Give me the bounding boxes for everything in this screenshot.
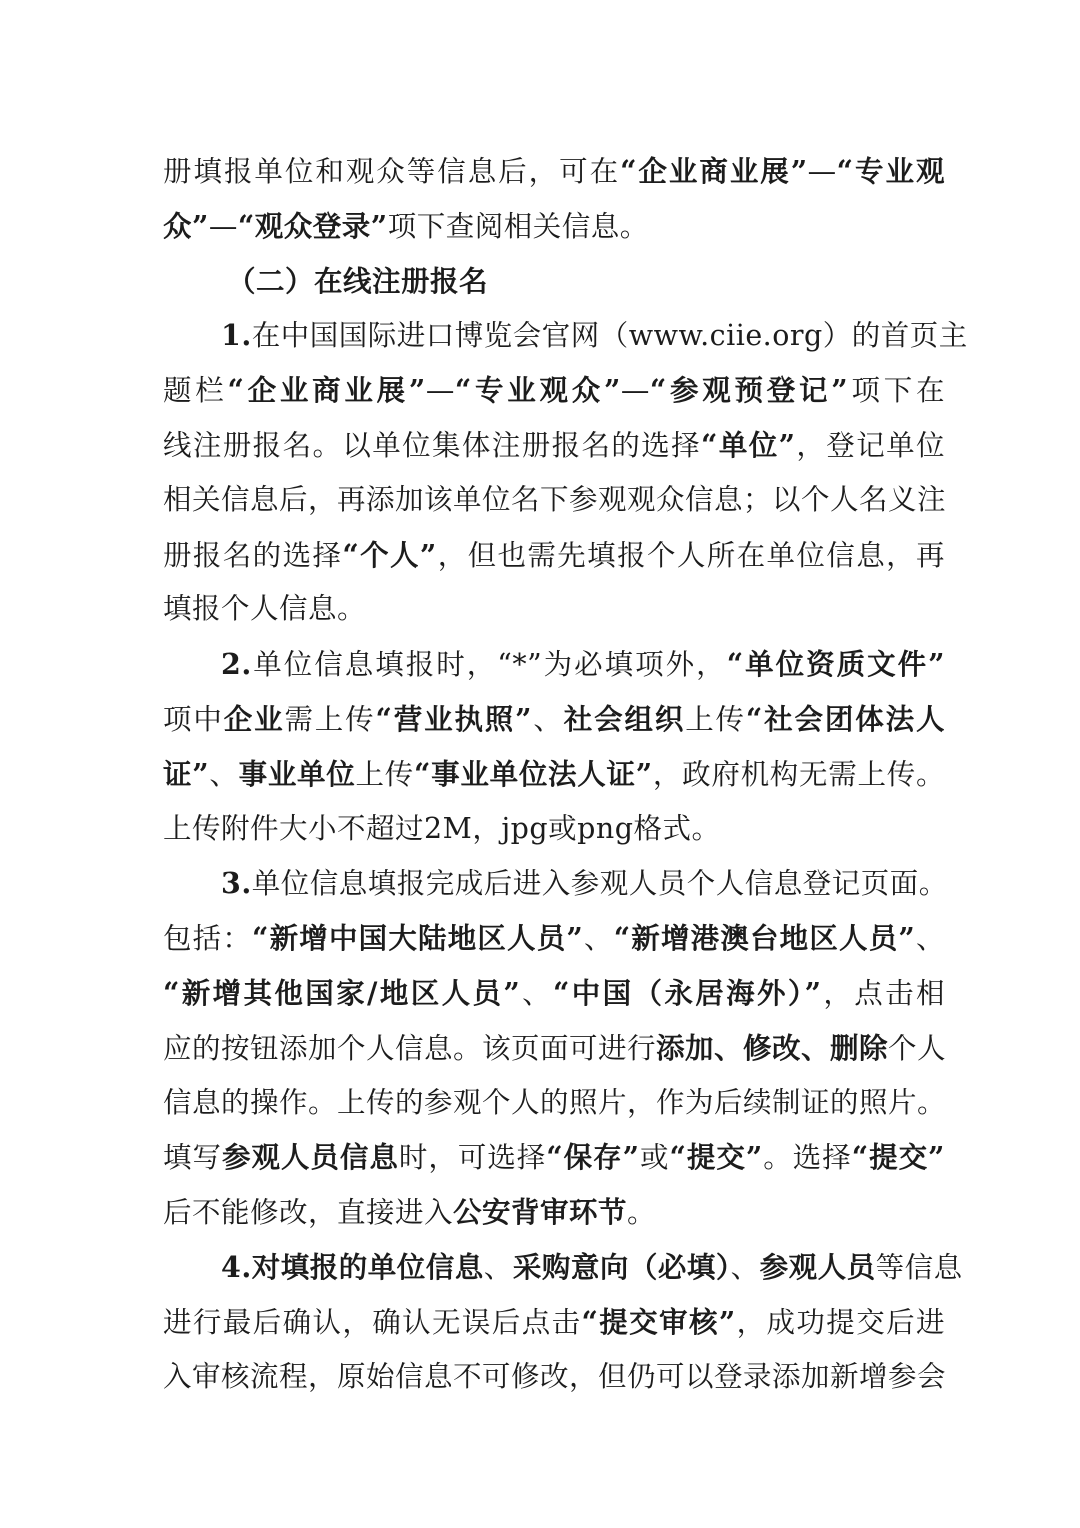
bold-text-segment: “提交” — [669, 1140, 763, 1175]
item-4-line-1 — [163, 1240, 963, 1295]
item-3-line-1 — [163, 856, 948, 911]
bold-text-segment: 2. — [221, 647, 252, 682]
bold-text-segment: “企业商业展” — [620, 154, 808, 188]
bold-text-segment: “保存” — [546, 1140, 640, 1175]
text-segment: 、 — [209, 757, 239, 791]
text-segment: 在中国国际进口博览会官网（www.ciie.org）的首页主 — [251, 319, 968, 353]
bold-text-segment: 企业 — [223, 701, 285, 736]
bold-text-segment: “参观预登记” — [649, 373, 849, 408]
bold-text-segment: 添加、修改、删除 — [656, 1030, 889, 1065]
bold-text-segment: 事业单位 — [238, 756, 356, 791]
bold-text-segment: “专业观 — [836, 154, 945, 188]
bold-text-segment: （二）在线注册报名 — [227, 263, 489, 298]
text-segment: 填写 — [163, 1141, 222, 1175]
text-segment: 项中 — [163, 702, 224, 736]
bold-text-segment: “单位资质文件” — [726, 647, 945, 682]
bold-text-segment: “观众登录” — [237, 208, 388, 243]
text-segment: — — [807, 155, 837, 188]
text-segment: 、 — [532, 702, 564, 736]
item-2-line-4 — [163, 802, 945, 857]
bold-text-segment: “新增港澳台地区人员” — [613, 921, 916, 956]
text-segment: ，但也需先填报个人所在单位信息，再 — [436, 538, 945, 572]
text-segment: ，政府机构无需上传。 — [652, 757, 945, 791]
text-segment: 上传附件大小不超过2M，jpg或png格式。 — [163, 811, 721, 845]
text-segment: 相关信息后，再添加该单位名下参观观众信息；以个人名义注 — [163, 482, 947, 516]
text-segment: 单位信息填报时，“*”为必填项外， — [251, 648, 727, 682]
text-segment: 单位信息填报完成后进入参观人员个人信息登记页面。 — [251, 867, 948, 901]
text-segment: 题栏 — [163, 374, 228, 408]
text-segment: 进行最后确认，确认无误后点击 — [163, 1305, 582, 1339]
text-segment: 、 — [583, 922, 614, 956]
item-1-line-5 — [163, 528, 945, 583]
item-2-line-1 — [163, 637, 945, 692]
text-segment: 填报个人信息。 — [163, 592, 367, 626]
item-3-line-7 — [163, 1185, 945, 1240]
bold-text-segment: 3. — [221, 866, 252, 901]
bold-text-segment: 4. — [221, 1249, 252, 1284]
bold-text-segment: “事业单位法人证” — [414, 756, 653, 791]
text-segment: 线注册报名。以单位集体注册报名的选择 — [163, 428, 702, 462]
text-segment: 信息的操作。上传的参观个人的照片，作为后续制证的照片。 — [163, 1085, 947, 1119]
item-3-line-6 — [163, 1130, 945, 1185]
item-1-line-3 — [163, 418, 945, 473]
item-3-line-4 — [163, 1021, 945, 1076]
text-segment: 、 — [483, 1250, 513, 1284]
item-3-line-2 — [163, 911, 945, 966]
text-segment: 。 — [627, 1196, 657, 1230]
bold-text-segment: “个人” — [342, 537, 437, 572]
bold-text-segment: “提交审核” — [581, 1304, 736, 1339]
text-segment: ，点击相 — [821, 976, 945, 1010]
bold-text-segment: 众” — [163, 208, 209, 243]
text-segment: 应的按钮添加个人信息。该页面可进行 — [163, 1031, 657, 1065]
text-segment: 上传 — [685, 702, 746, 736]
item-1-line-1 — [163, 308, 968, 363]
text-segment: ，成功提交后进 — [735, 1305, 945, 1339]
text-segment: 或 — [639, 1141, 670, 1175]
text-segment: 、 — [520, 976, 554, 1010]
text-line-1 — [163, 144, 945, 199]
bold-text-segment: “中国（永居海外）” — [553, 975, 822, 1010]
bold-text-segment: “新增其他国家/地区人员” — [163, 975, 521, 1010]
bold-text-segment: “提交” — [851, 1140, 945, 1175]
item-4-line-2 — [163, 1295, 945, 1350]
bold-text-segment: 公安背审环节 — [453, 1195, 628, 1230]
bold-text-segment: “单位” — [701, 427, 796, 462]
bold-text-segment: 对填报的 — [251, 1249, 368, 1284]
item-1-line-4 — [163, 473, 945, 528]
item-2-line-3 — [163, 747, 945, 802]
text-segment: 项下在 — [848, 374, 945, 408]
text-segment: 项下查阅相关信息。 — [387, 209, 649, 243]
bold-text-segment: 采购意向（必填） — [512, 1249, 731, 1284]
bold-text-segment: “新增中国大陆地区人员” — [252, 921, 584, 956]
bold-text-segment: “专业观众” — [454, 373, 621, 408]
text-segment: 、 — [915, 922, 945, 956]
bold-text-segment: 1. — [221, 318, 252, 353]
item-3-line-5 — [163, 1076, 945, 1131]
text-segment: — — [620, 374, 650, 408]
bold-text-segment: “企业商业展” — [227, 373, 426, 408]
item-3-line-3 — [163, 966, 945, 1021]
bold-text-segment: 参观人员信息 — [221, 1140, 399, 1175]
text-segment: — — [208, 209, 238, 243]
text-segment: 需上传 — [284, 702, 376, 736]
text-segment: 、 — [730, 1250, 760, 1284]
item-2-line-2 — [163, 692, 945, 747]
bold-text-segment: 证” — [163, 756, 210, 791]
text-segment: 包括： — [163, 922, 253, 956]
bold-text-segment: 单位信息 — [367, 1249, 484, 1284]
bold-text-segment: 社会组织 — [563, 701, 686, 736]
text-segment: — — [425, 374, 455, 408]
text-segment: 册填报单位和观众等信息后，可在 — [163, 155, 621, 188]
item-4-line-3 — [163, 1350, 945, 1405]
bold-text-segment: 参观人员 — [759, 1249, 876, 1284]
item-1-line-2 — [163, 363, 945, 418]
text-segment: 后不能修改，直接进入 — [163, 1196, 454, 1230]
text-segment: 。选择 — [762, 1141, 852, 1175]
text-segment: ，登记单位 — [795, 428, 945, 462]
text-segment: 上传 — [355, 757, 414, 791]
text-segment: 册报名的选择 — [163, 538, 343, 572]
text-line-2 — [163, 199, 945, 254]
text-segment: 时，可选择 — [398, 1141, 547, 1175]
text-segment: 入审核流程，原始信息不可修改，但仍可以登录添加新增参会 — [163, 1359, 947, 1393]
section-heading — [163, 254, 945, 309]
text-segment: 等信息 — [875, 1250, 963, 1284]
text-segment: 个人 — [888, 1031, 947, 1065]
bold-text-segment: “营业执照” — [375, 701, 533, 736]
bold-text-segment: “社会团体法人 — [745, 701, 945, 736]
document-body — [163, 144, 968, 1404]
item-1-line-6 — [163, 582, 945, 637]
